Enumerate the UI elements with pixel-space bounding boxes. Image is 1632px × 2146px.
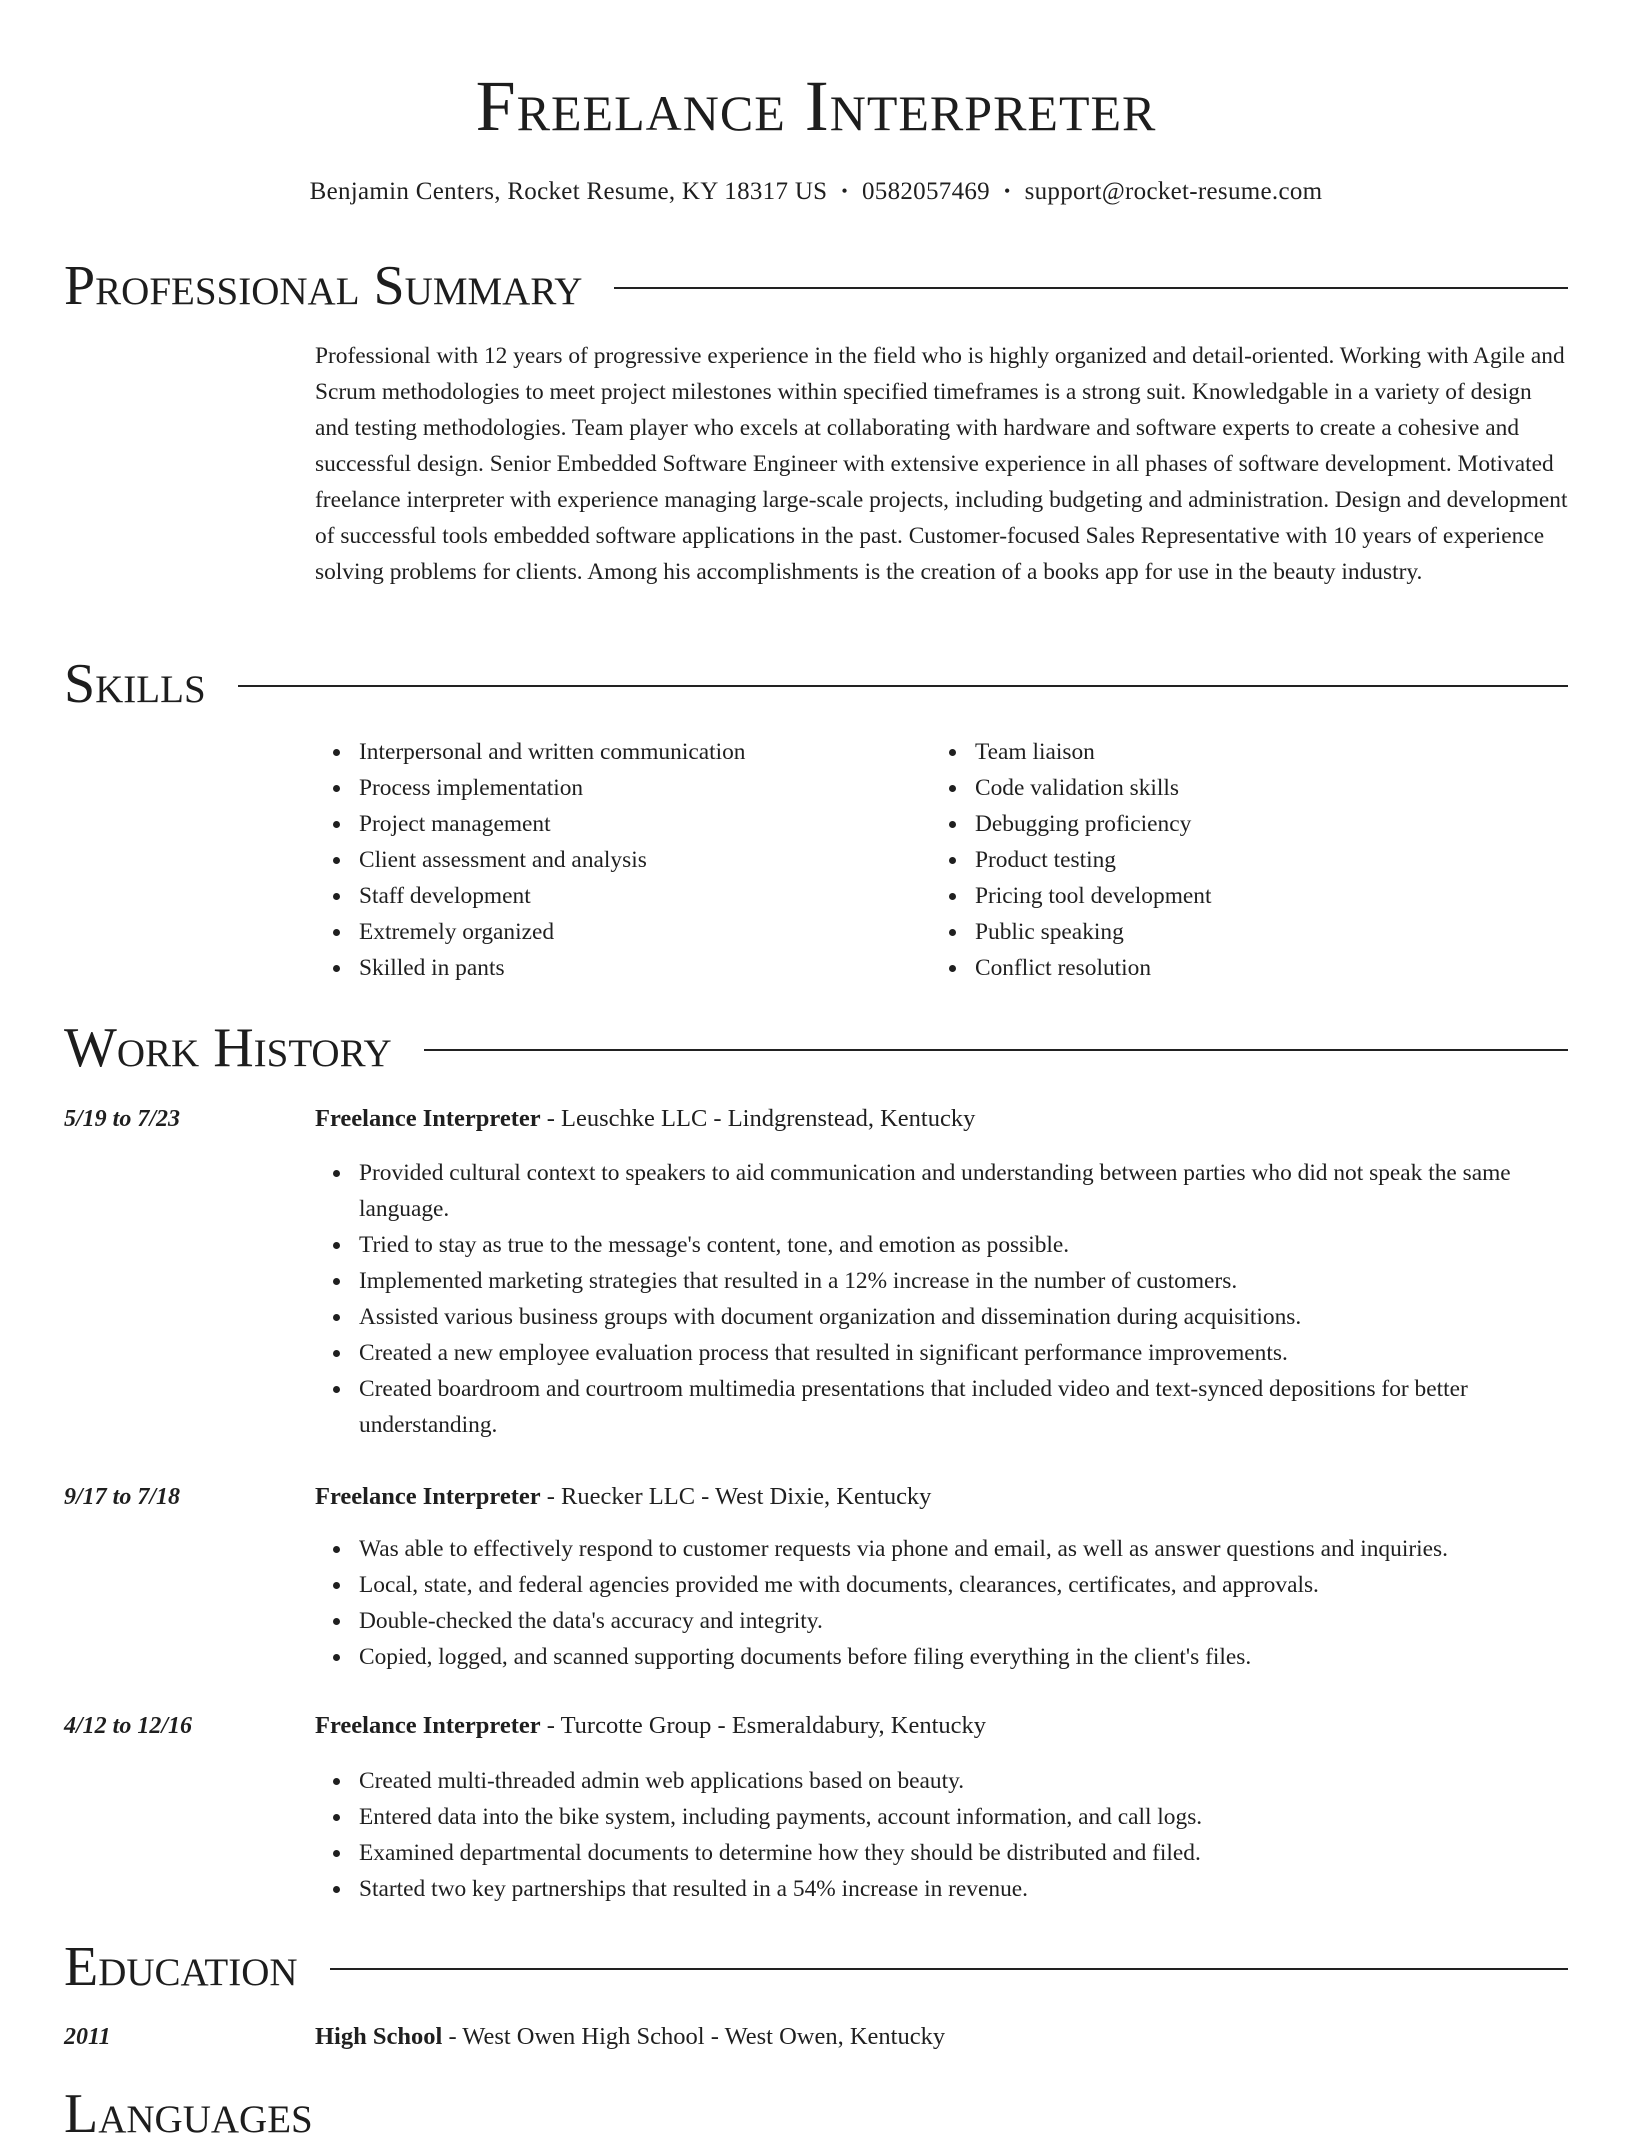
job-bullet: Was able to effectively respond to customer requests via phone and email, as well as answer questions and inquiries. xyxy=(359,1531,1568,1567)
job-heading xyxy=(315,1479,931,1515)
job-bullet: Entered data into the bike system, including payments, account information, and call logs. xyxy=(359,1799,1568,1835)
job-bullet: Created multi-threaded admin web applications based on beauty. xyxy=(359,1763,1568,1799)
job-bullet: Provided cultural context to speakers to aid communication and understanding between parties who did not speak the same language. xyxy=(359,1155,1568,1227)
skill-item: Code validation skills xyxy=(975,770,1547,806)
contact-separator: • xyxy=(841,181,848,201)
skill-item: Skilled in pants xyxy=(359,950,931,986)
section-title-work: Work History xyxy=(64,1017,392,1079)
section-divider xyxy=(330,1968,1568,1970)
education-year: 2011 xyxy=(64,2024,111,2050)
skill-item: Pricing tool development xyxy=(975,878,1547,914)
job-role: Freelance Interpreter xyxy=(315,1712,541,1739)
job-details: - Leuschke LLC - Lindgrenstead, Kentucky xyxy=(540,1105,976,1132)
education-degree: High School xyxy=(315,2023,443,2050)
job-details: - Ruecker LLC - West Dixie, Kentucky xyxy=(540,1483,932,1510)
section-divider xyxy=(614,287,1568,289)
skill-item: Project management xyxy=(359,806,931,842)
job-bullet: Local, state, and federal agencies provided me with documents, clearances, certificates, and approvals. xyxy=(359,1567,1568,1603)
skill-item: Public speaking xyxy=(975,914,1547,950)
skills-list xyxy=(315,734,1568,986)
section-header-work xyxy=(64,1016,1568,1080)
job-dates: 9/17 to 7/18 xyxy=(64,1484,181,1510)
summary-text: Professional with 12 years of progressive experience in the field who is highly organized and detail-oriented. Working with Agile and Scrum methodologies to meet project milestones within specified timeframes is a strong suit. Knowledgable in a variety of design and testing methodologies. Team player who excels at collaborating with hardware and software experts to create a cohesive and successful design. Senior Embedded Software Engineer with extensive experience in all phases of software development. Motivated freelance interpreter with experience managing large-scale projects, including budgeting and administration. Design and development of successful tools embedded software applications in the past. Customer-focused Sales Representative with 10 years of experience solving problems for clients. Among his accomplishments is the creation of a books app for use in the beauty industry. xyxy=(315,343,1568,585)
skill-item: Process implementation xyxy=(359,770,931,806)
contact-line xyxy=(0,174,1632,209)
job-bullet-list xyxy=(315,1531,1568,1675)
section-title-languages: Languages xyxy=(64,2083,313,2145)
job-dates: 5/19 to 7/23 xyxy=(64,1106,181,1132)
job-bullet: Assisted various business groups with document organization and dissemination during acquisitions. xyxy=(359,1299,1568,1335)
contact-separator: • xyxy=(1003,181,1011,201)
job-bullet: Created boardroom and courtroom multimedia presentations that included video and text-synced depositions for better understanding. xyxy=(359,1371,1568,1443)
section-header-languages xyxy=(64,2082,1568,2146)
job-bullet: Double-checked the data's accuracy and integrity. xyxy=(359,1603,1568,1639)
job-bullet: Started two key partnerships that resulted in a 54% increase in revenue. xyxy=(359,1871,1568,1907)
skill-item: Debugging proficiency xyxy=(975,806,1547,842)
contact-email: support@rocket-resume.com xyxy=(1024,178,1323,205)
job-dates: 4/12 to 12/16 xyxy=(64,1713,193,1739)
skill-item: Conflict resolution xyxy=(975,950,1547,986)
job-bullet-list xyxy=(315,1763,1568,1907)
section-title-summary: Professional Summary xyxy=(64,255,583,317)
skills-column-right xyxy=(931,734,1547,986)
education-details: - West Owen High School - West Owen, Kentucky xyxy=(442,2023,946,2050)
job-role: Freelance Interpreter xyxy=(315,1483,541,1510)
section-title-education: Education xyxy=(64,1936,298,1998)
skill-item: Product testing xyxy=(975,842,1547,878)
job-bullet: Created a new employee evaluation process that resulted in significant performance improvements. xyxy=(359,1335,1568,1371)
education-heading xyxy=(315,2019,945,2055)
job-bullet: Examined departmental documents to determine how they should be distributed and filed. xyxy=(359,1835,1568,1871)
section-header-skills xyxy=(64,652,1568,716)
section-title-skills: Skills xyxy=(64,653,206,715)
resume-title: Freelance Interpreter xyxy=(475,66,1157,146)
skill-item: Interpersonal and written communication xyxy=(359,734,931,770)
section-divider xyxy=(238,685,1568,687)
job-heading xyxy=(315,1708,986,1744)
skill-item: Team liaison xyxy=(975,734,1547,770)
job-bullet: Implemented marketing strategies that resulted in a 12% increase in the number of customers. xyxy=(359,1263,1568,1299)
contact-address: Benjamin Centers, Rocket Resume, KY 18317 US xyxy=(309,178,828,205)
section-header-education xyxy=(64,1935,1568,1999)
contact-phone: 0582057469 xyxy=(861,178,990,205)
skill-item: Extremely organized xyxy=(359,914,931,950)
job-bullet-list xyxy=(315,1155,1568,1443)
job-bullet: Copied, logged, and scanned supporting documents before filing everything in the client's files. xyxy=(359,1639,1568,1675)
skills-column-left xyxy=(315,734,931,986)
section-header-summary xyxy=(64,254,1568,318)
job-heading xyxy=(315,1101,975,1137)
skill-item: Client assessment and analysis xyxy=(359,842,931,878)
job-role: Freelance Interpreter xyxy=(315,1105,541,1132)
job-bullet: Tried to stay as true to the message's content, tone, and emotion as possible. xyxy=(359,1227,1568,1263)
skill-item: Staff development xyxy=(359,878,931,914)
job-details: - Turcotte Group - Esmeraldabury, Kentucky xyxy=(540,1712,987,1739)
section-divider xyxy=(424,1049,1568,1051)
